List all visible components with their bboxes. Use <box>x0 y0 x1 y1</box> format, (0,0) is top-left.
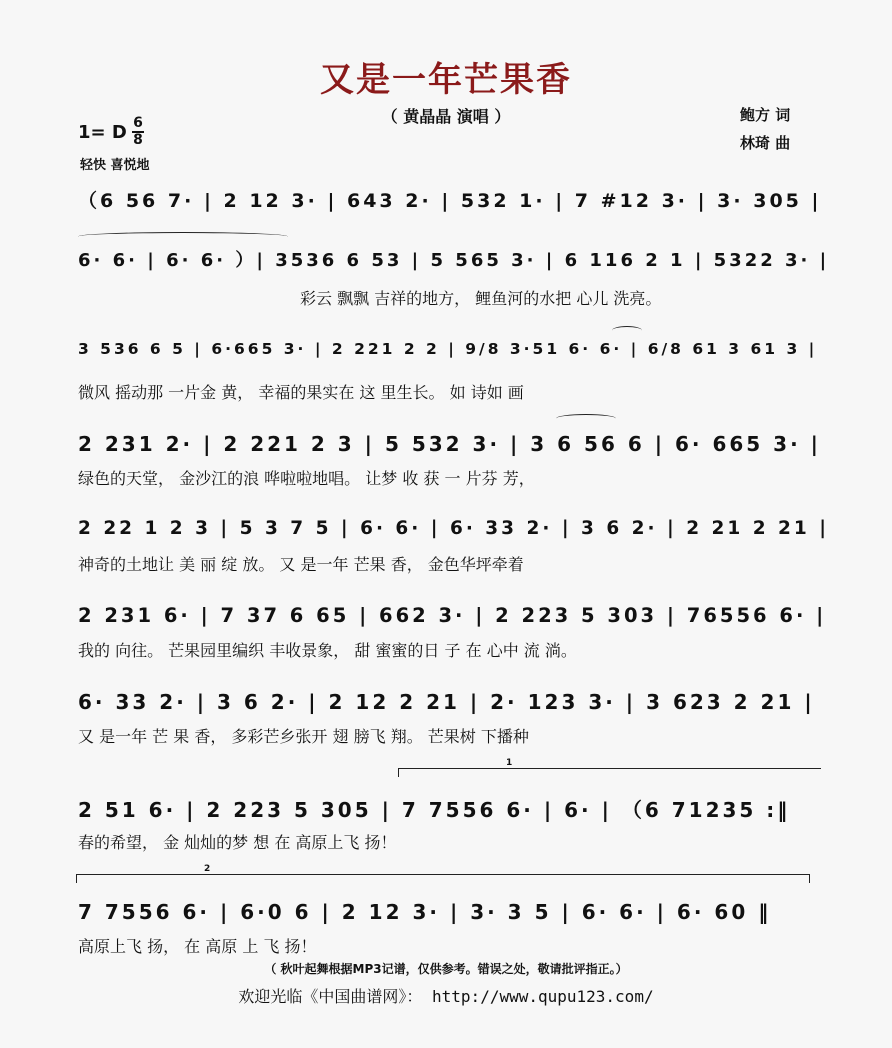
tie-slur <box>78 232 288 241</box>
lyric-line-8: 春的希望， 金 灿灿的梦 想 在 高原上飞 扬！ <box>78 833 397 852</box>
volta-first <box>398 768 821 777</box>
tempo-mark: 轻快 喜悦地 <box>80 158 150 173</box>
lyric-line-7: 又 是一年 芒 果 香， 多彩芒乡张开 翅 膀飞 翔。 芒果树 下播种 <box>78 727 529 746</box>
notation-line-1: （6 56 7· | 2 12 3· | 643 2· | 532 1· | 7 #12 3· | 3· 305 | <box>78 190 822 212</box>
tie-slur <box>556 414 616 423</box>
time-top: 6 <box>133 115 143 131</box>
lyric-line-4: 绿色的天堂， 金沙江的浪 哗啦啦地唱。 让梦 收 获 一 片芬 芳， <box>78 469 535 488</box>
lyric-line-6: 我的 向往。 芒果园里编织 丰收景象， 甜 蜜蜜的日 子 在 心中 流 淌。 <box>78 641 577 660</box>
lyricist-credit: 鲍方 词 <box>740 106 791 124</box>
notation-line-4: 2 231 2· | 2 221 2 3 | 5 532 3· | 3 6 56 6 | 6· 665 3· | <box>78 432 821 456</box>
lyric-line-5: 神奇的土地让 美 丽 绽 放。 又 是一年 芒果 香， 金色华坪牵着 <box>78 555 524 574</box>
lyric-line-9: 高原上飞 扬， 在 高原 上 飞 扬！ <box>78 937 317 956</box>
notation-line-3: 3 536 6 5 | 6·665 3· | 2 221 2 2 | 9/8 3·51 6· 6· | 6/8 61 3 61 3 | <box>78 340 818 358</box>
notation-line-2: 6· 6· | 6· 6· ）| 3536 6 53 | 5 565 3· | 6 116 2 1 | 5322 3· | <box>78 250 830 271</box>
volta-first-number: 1 <box>506 758 513 768</box>
volta-second-number: 2 <box>204 864 211 874</box>
notation-line-8: 2 51 6· | 2 223 5 305 | 7 7556 6· | 6· | （6 71235 :‖ <box>78 798 791 822</box>
notation-line-7: 6· 33 2· | 3 6 2· | 2 12 2 21 | 2· 123 3· | 3 623 2 21 | <box>78 690 815 714</box>
time-signature <box>132 116 144 148</box>
composer-credit: 林琦 曲 <box>740 134 791 152</box>
song-title: 又是一年芒果香 <box>320 60 572 100</box>
time-bottom: 8 <box>133 132 143 148</box>
key-signature: 1= D <box>78 122 127 143</box>
tie-slur <box>612 326 642 335</box>
notation-line-6: 2 231 6· | 7 37 6 65 | 662 3· | 2 223 5 303 | 76556 6· | <box>78 604 827 627</box>
volta-second <box>76 874 810 883</box>
notation-line-5: 2 22 1 2 3 | 5 3 7 5 | 6· 6· | 6· 33 2· | 3 6 2· | 2 21 2 21 | <box>78 518 829 539</box>
singer-line: （ 黄晶晶 演唱 ） <box>381 107 511 126</box>
site-footer: 欢迎光临《中国曲谱网》： http://www.qupu123.com/ <box>238 987 654 1006</box>
lyric-line-3: 微风 摇动那 一片金 黄， 幸福的果实在 这 里生长。 如 诗如 画 <box>78 383 524 402</box>
footnote: （ 秋叶起舞根据MP3记谱，仅供参考。错误之处，敬请批评指正。） <box>264 962 628 976</box>
lyric-line-2: 彩云 飘飘 吉祥的地方， 鲤鱼河的水把 心儿 洗亮。 <box>300 289 662 308</box>
notation-line-9: 7 7556 6· | 6·0 6 | 2 12 3· | 3· 3 5 | 6· 6· | 6· 60 ‖ <box>78 900 772 924</box>
